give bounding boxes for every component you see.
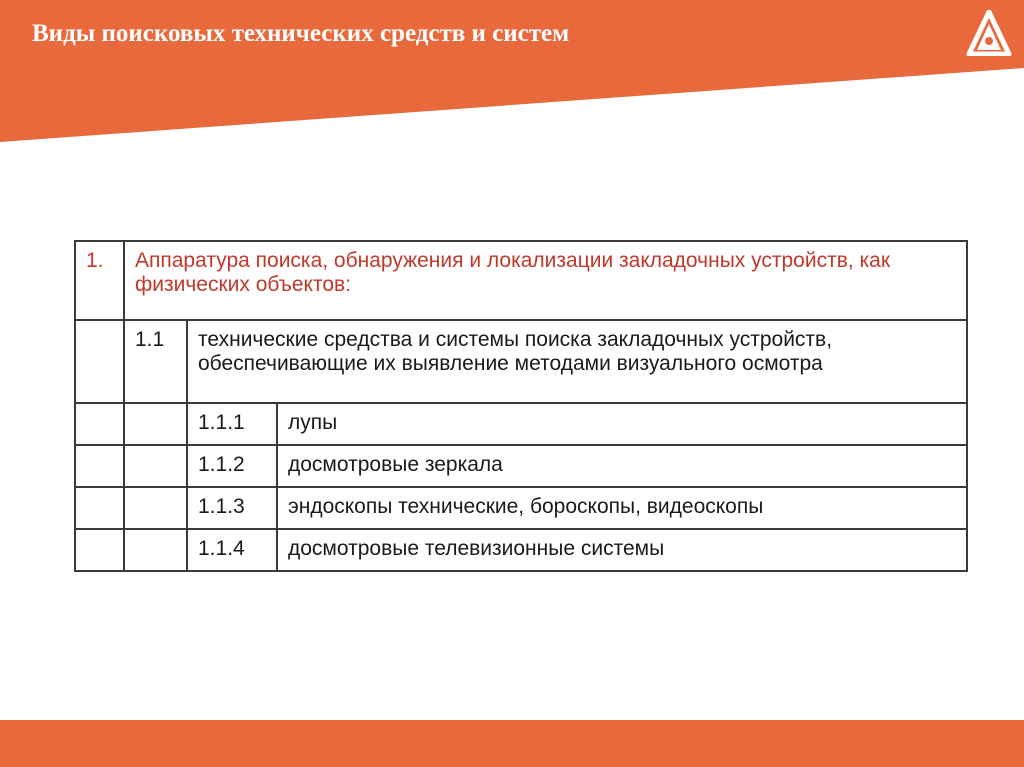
group-text: Аппаратура поиска, обнаружения и локализации закладочных устройств, как физических объектов: — [124, 241, 967, 320]
empty-cell — [124, 529, 187, 571]
item-number: 1.1.2 — [187, 445, 277, 487]
item-number: 1.1.4 — [187, 529, 277, 571]
empty-cell — [124, 403, 187, 445]
empty-cell — [75, 487, 124, 529]
item-text: эндоскопы технические, бороскопы, видеоскопы — [277, 487, 967, 529]
subgroup-number: 1.1 — [124, 320, 187, 403]
empty-cell — [75, 529, 124, 571]
footer-band — [0, 720, 1024, 767]
empty-cell — [124, 445, 187, 487]
subgroup-text: технические средства и системы поиска закладочных устройств, обеспечивающие их выявление методами визуального осмотра — [187, 320, 967, 403]
item-text: досмотровые телевизионные системы — [277, 529, 967, 571]
empty-cell — [75, 445, 124, 487]
empty-cell — [124, 487, 187, 529]
empty-cell — [75, 320, 124, 403]
group-number: 1. — [75, 241, 124, 320]
search-means-table — [74, 240, 968, 572]
empty-cell — [75, 403, 124, 445]
table-row-item — [75, 529, 967, 571]
table-row-item — [75, 403, 967, 445]
item-number: 1.1.3 — [187, 487, 277, 529]
table-row-item — [75, 487, 967, 529]
table-row-subgroup — [75, 320, 967, 403]
item-number: 1.1.1 — [187, 403, 277, 445]
item-text: лупы — [277, 403, 967, 445]
item-text: досмотровые зеркала — [277, 445, 967, 487]
table-row-group — [75, 241, 967, 320]
page-title: Виды поисковых технических средств и систем — [32, 20, 570, 47]
triangle-a-logo-icon — [966, 10, 1012, 56]
table-row-item — [75, 445, 967, 487]
